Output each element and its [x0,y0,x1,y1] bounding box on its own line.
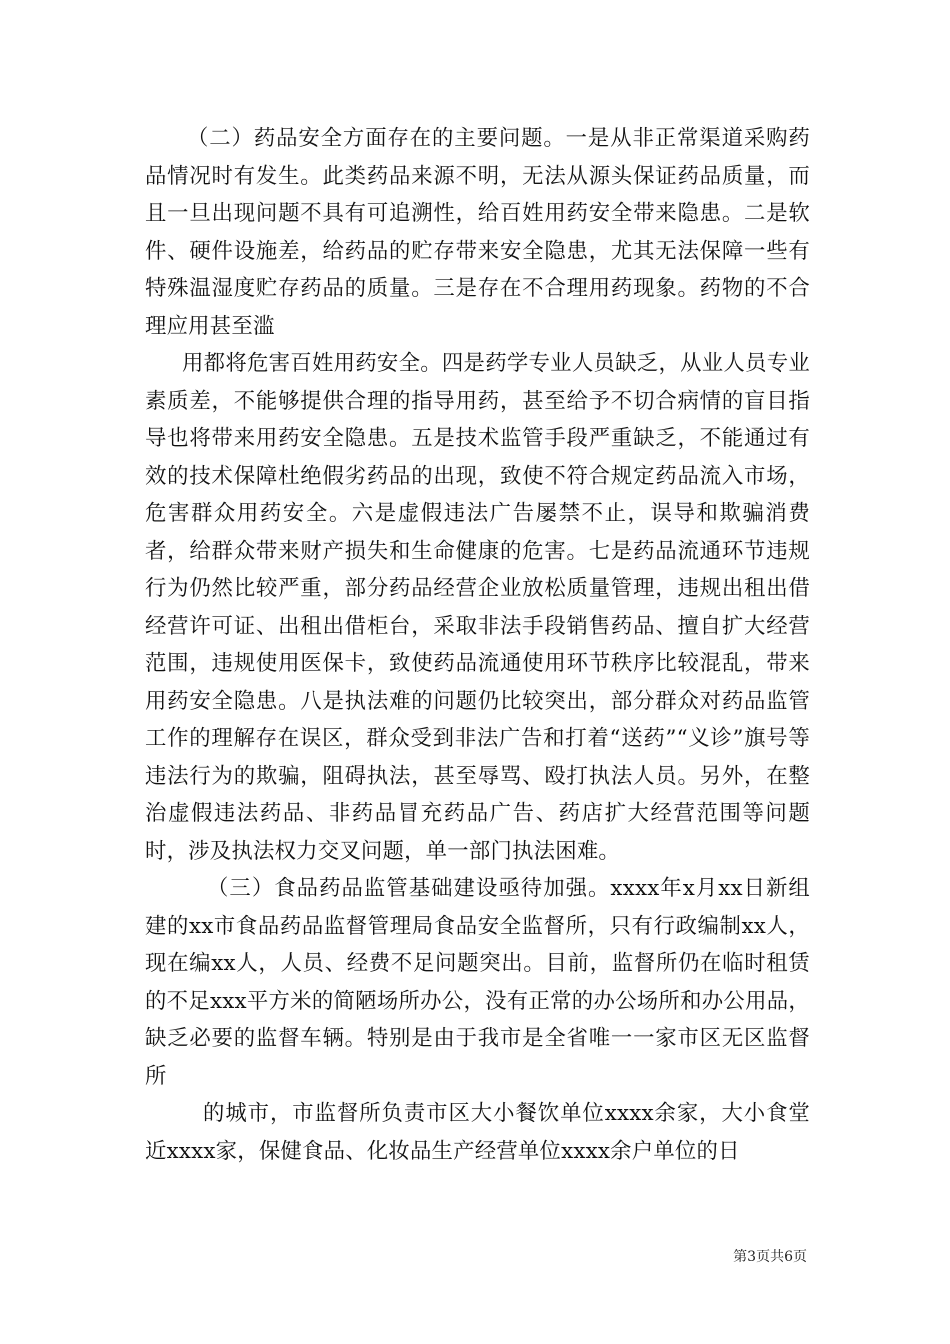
document-body [145,120,810,1170]
page-number: 第3页共6页 [733,1249,807,1265]
paragraph-drug-safety-problems: （二）药品安全方面存在的主要问题。一是从非正常渠道采购药品情况时有发生。此类药品来源不明，无法从源头保证药品质量，而且一旦出现问题不具有可追溯性，给百姓用药安全带来隐患。二是软件、硬件设施差，给药品的贮存带来安全隐患，尤其无法保障一些有特殊温湿度贮存药品的质量。三是存在不合理用药现象。药物的不合理应用甚至滥 [145,126,810,339]
paragraph-infrastructure-continued: 的城市，市监督所负责市区大小餐饮单位xxxx余家，大小食堂近xxxx家，保健食品、化妆品生产经营单位xxxx余户单位的日 [145,1101,810,1164]
paragraph-infrastructure: （三）食品药品监管基础建设亟待加强。xxxx年x月xx日新组建的xx市食品药品监督管理局食品安全监督所，只有行政编制xx人，现在编xx人，人员、经费不足问题突出。目前，监督所仍在临时租赁的不足xxx平方米的简陋场所办公，没有正常的办公场所和办公用品，缺乏必要的监督车辆。特别是由于我市是全省唯一一家市区无区监督所 [145,876,810,1089]
paragraph-drug-safety-continued: 用都将危害百姓用药安全。四是药学专业人员缺乏，从业人员专业素质差，不能够提供合理的指导用药，甚至给予不切合病情的盲目指导也将带来用药安全隐患。五是技术监管手段严重缺乏，不能通过有效的技术保障杜绝假劣药品的出现，致使不符合规定药品流入市场，危害群众用药安全。六是虚假违法广告屡禁不止，误导和欺骗消费者，给群众带来财产损失和生命健康的危害。七是药品流通环节违规行为仍然比较严重，部分药品经营企业放松质量管理，违规出租出借经营许可证、出租出借柜台，采取非法手段销售药品、擅自扩大经营范围，违规使用医保卡，致使药品流通使用环节秩序比较混乱，带来用药安全隐患。八是执法难的问题仍比较突出，部分群众对药品监管工作的理解存在误区，群众受到非法广告和打着“送药”“义诊”旗号等违法行为的欺骗，阻碍执法，甚至辱骂、殴打执法人员。另外，在整治虚假违法药品、非药品冒充药品广告、药店扩大经营范围等问题时，涉及执法权力交叉问题，单一部门执法困难。 [145,351,810,864]
